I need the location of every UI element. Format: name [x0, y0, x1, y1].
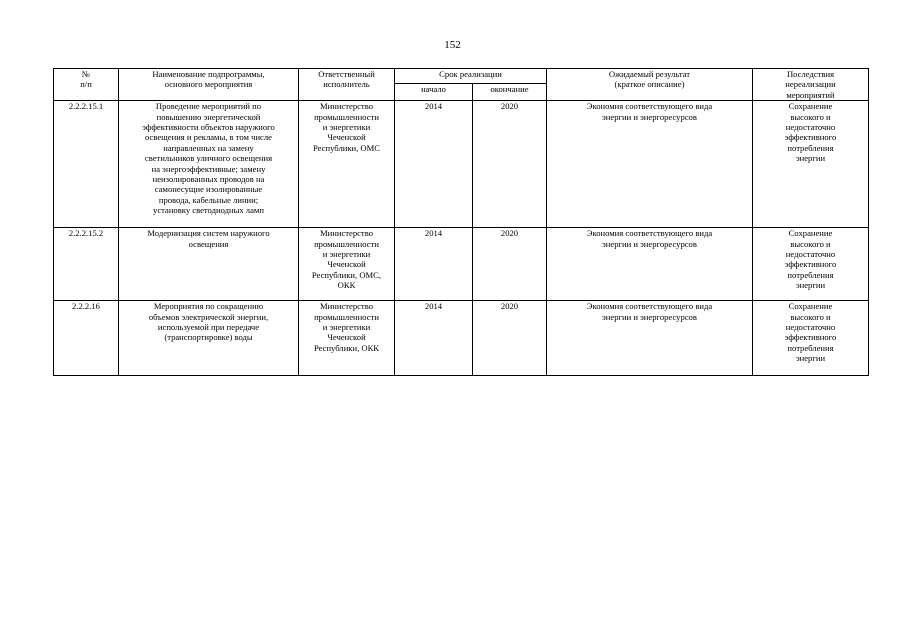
cell-responsible: Министерство промышленности и энергетики Чеченской Республики, ОМС: [299, 101, 395, 228]
cell-name: Модернизация систем наружного освещения: [119, 228, 299, 301]
header-result: Ожидаемый результат (краткое описание): [547, 69, 753, 101]
cell-result: Экономия соответствующего вида энергии и энергоресурсов: [547, 301, 753, 376]
header-end: окончание: [473, 84, 547, 101]
cell-start: 2014: [395, 101, 473, 228]
header-start: начало: [395, 84, 473, 101]
cell-num: 2.2.2.16: [54, 301, 119, 376]
cell-result: Экономия соответствующего вида энергии и энергоресурсов: [547, 228, 753, 301]
cell-consequences: Сохранение высокого и недостаточно эффективного потребления энергии: [753, 101, 869, 228]
cell-responsible: Министерство промышленности и энергетики Чеченской Республики, ОМС, ОКК: [299, 228, 395, 301]
cell-responsible: Министерство промышленности и энергетики Чеченской Республики, ОКК: [299, 301, 395, 376]
cell-consequences: Сохранение высокого и недостаточно эффективного потребления энергии: [753, 228, 869, 301]
header-num: № п/п: [54, 69, 119, 101]
header-term: Срок реализации: [395, 69, 547, 84]
cell-num: 2.2.2.15.1: [54, 101, 119, 228]
page-number: 152: [444, 39, 461, 51]
cell-start: 2014: [395, 301, 473, 376]
header-consequences: Последствия нереализации мероприятий: [753, 69, 869, 101]
table-row: [54, 101, 869, 228]
cell-end: 2020: [473, 228, 547, 301]
cell-end: 2020: [473, 101, 547, 228]
table-row: [54, 301, 869, 376]
header-responsible: Ответственный исполнитель: [299, 69, 395, 101]
table-row: [54, 228, 869, 301]
cell-start: 2014: [395, 228, 473, 301]
measures-table: [53, 68, 869, 376]
cell-end: 2020: [473, 301, 547, 376]
cell-num: 2.2.2.15.2: [54, 228, 119, 301]
header-row: [54, 69, 869, 84]
cell-consequences: Сохранение высокого и недостаточно эффективного потребления энергии: [753, 301, 869, 376]
cell-result: Экономия соответствующего вида энергии и энергоресурсов: [547, 101, 753, 228]
header-name: Наименование подпрограммы, основного мероприятия: [119, 69, 299, 101]
cell-name: Мероприятия по сокращению объемов электрической энергии, используемой при передаче (транспортировке) воды: [119, 301, 299, 376]
cell-name: Проведение мероприятий по повышению энергетической эффективности объектов наружного освещения и рекламы, в том числе направленных на замену светильников уличного освещения на энергоэффективные; замену неизолированных проводов на самонесущие изолированные провода, кабельные линии; установку светодиодных ламп: [119, 101, 299, 228]
